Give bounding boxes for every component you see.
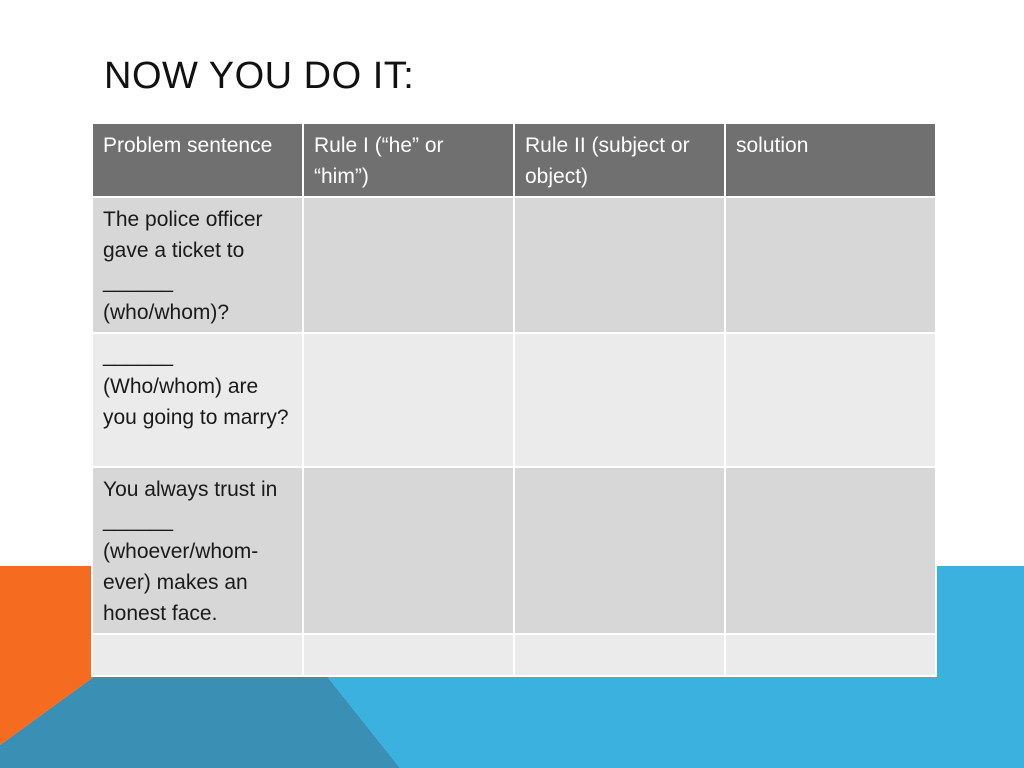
table-row — [92, 333, 936, 467]
problem-sentence-cell: ______ (Who/whom) are you going to marry? — [92, 333, 303, 467]
rule-one-cell — [303, 467, 514, 634]
solution-cell — [725, 634, 936, 676]
slide-title: NOW YOU DO IT: — [104, 55, 415, 97]
solution-cell — [725, 197, 936, 333]
rule-two-cell — [514, 197, 725, 333]
problem-sentence-cell: The police officer gave a ticket to ______ (who/whom)? — [92, 197, 303, 333]
header-rule-two: Rule II (subject or object) — [514, 123, 725, 197]
exercise-table — [91, 122, 937, 677]
rule-two-cell — [514, 333, 725, 467]
table-row — [92, 467, 936, 634]
header-problem-sentence: Problem sentence — [92, 123, 303, 197]
table-body — [92, 197, 936, 676]
table-row — [92, 197, 936, 333]
rule-two-cell — [514, 467, 725, 634]
problem-sentence-cell — [92, 634, 303, 676]
header-solution: solution — [725, 123, 936, 197]
problem-sentence-cell: You always trust in ______ (whoever/whom-ever) makes an honest face. — [92, 467, 303, 634]
table-header — [92, 123, 936, 197]
solution-cell — [725, 333, 936, 467]
rule-one-cell — [303, 333, 514, 467]
header-rule-one: Rule I (“he” or “him”) — [303, 123, 514, 197]
header-row — [92, 123, 936, 197]
table-row — [92, 634, 936, 676]
rule-two-cell — [514, 634, 725, 676]
solution-cell — [725, 467, 936, 634]
rule-one-cell — [303, 634, 514, 676]
rule-one-cell — [303, 197, 514, 333]
